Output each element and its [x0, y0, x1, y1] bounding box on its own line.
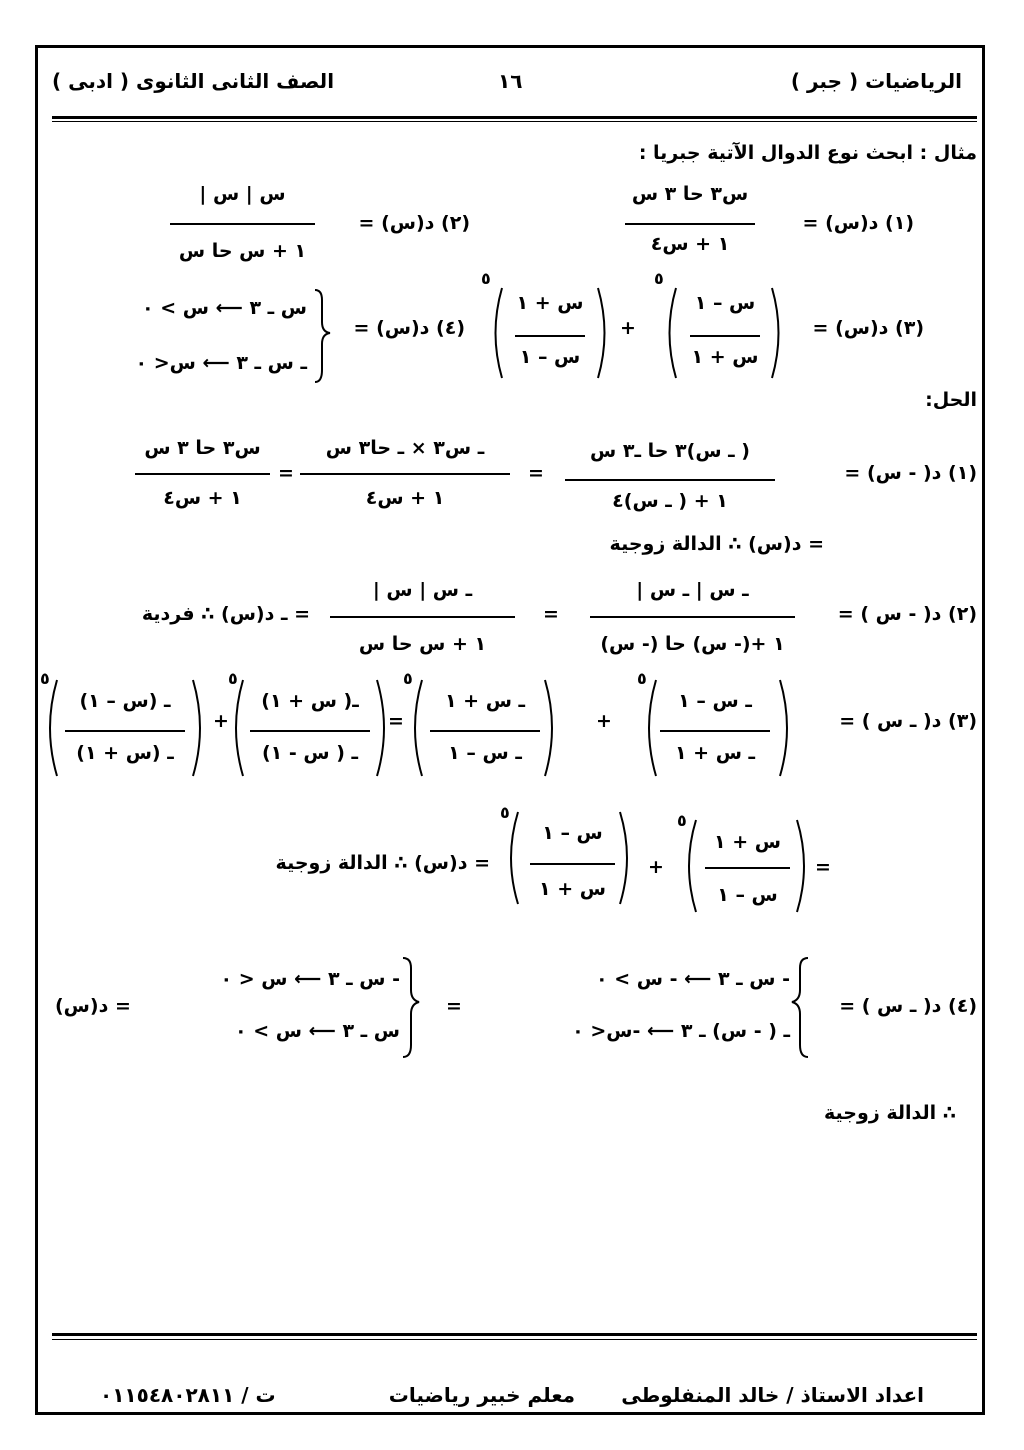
s1-equals-1: =	[528, 462, 544, 484]
s4-equals: =	[446, 995, 462, 1017]
s4-result: = د(س)	[55, 995, 131, 1017]
s3-f4-num: ـ (س – ١)	[79, 690, 171, 712]
f3-frac2-num: س + ١	[516, 292, 584, 314]
s1-frac2-num: ـ س٣ × ـ حا٣ س	[325, 437, 485, 459]
s3-line2-equals: =	[815, 856, 831, 878]
s3-line2-num2: س – ١	[542, 822, 603, 844]
s3-line2-left-paren-2	[511, 812, 518, 904]
s3-right-paren-1	[780, 680, 787, 776]
f3-left-paren-1	[670, 288, 677, 378]
s3-power-1: ٥	[637, 669, 647, 688]
s3-line2-num1: س + ١	[714, 831, 781, 853]
s3-f3-den: ـ ( س - ١)	[261, 742, 359, 764]
f4-label: (٤) د(س) =	[353, 317, 465, 339]
s3-power-3: ٥	[228, 669, 238, 688]
s3-left-paren-2	[415, 680, 422, 776]
s4-a-case-1: - س ـ ٣ ⟵ - س > ٠	[595, 968, 790, 990]
f3-right-paren-1	[772, 288, 779, 378]
f3-plus: +	[620, 317, 636, 339]
s4-label: (٤) د( ـ س ) =	[839, 995, 977, 1017]
footer-role: معلم خبير رياضيات	[388, 1383, 575, 1407]
f4-case-2: ـ س ـ ٣ ⟵ س< ٠	[135, 352, 307, 374]
s3-equals: =	[388, 710, 404, 732]
footer-author: اعداد الاستاذ / خالد المنفلوطى	[621, 1383, 924, 1407]
s3-line2-den1: س – ١	[717, 884, 778, 906]
s3-f4-den: ـ (س + ١)	[76, 742, 174, 764]
f3-frac1-den: س + ١	[691, 346, 759, 368]
f3-power-2: ٥	[481, 269, 491, 288]
f1-numerator: س٣ حا ٣ س	[631, 183, 749, 205]
s2-label: (٢) د( - س ) =	[837, 603, 977, 625]
s2-frac2-den: ١ + س حا س	[358, 633, 487, 655]
f1-label: (١) د(س) =	[802, 212, 914, 234]
s2-frac1-den: ١ +(- س) حا (- س)	[600, 633, 785, 655]
s1-equals-2: =	[278, 462, 294, 484]
s3-line2-conclusion: = د(س) ∴ الدالة زوجية	[275, 852, 490, 874]
s3-plus-2: +	[213, 710, 229, 732]
header-grade: الصف الثانى الثانوى ( ادبى )	[52, 69, 335, 93]
f4-case-1: س ـ ٣ ⟵ س > ٠	[141, 297, 307, 319]
s2-frac1-num: ـ س | ـ س |	[636, 579, 749, 601]
s1-frac2-den: ١ + س٤	[365, 487, 445, 509]
f3-left-paren-2	[496, 288, 503, 378]
example-title: مثال : ابحث نوع الدوال الآتية جبريا :	[638, 142, 977, 164]
f4-brace	[315, 290, 330, 382]
s2-equals: =	[543, 603, 559, 625]
s2-frac2-num: ـ س | س |	[372, 579, 473, 601]
s3-f1-num: ـ س – ١	[678, 690, 752, 712]
s3-line2-left-paren-1	[689, 820, 696, 912]
header-page-number: ١٦	[498, 69, 523, 93]
s4-brace-a	[792, 958, 808, 1057]
s3-power-4: ٥	[40, 669, 50, 688]
s3-line2-power-1: ٥	[677, 811, 687, 830]
f3-frac2-den: س – ١	[519, 346, 581, 368]
f2-denominator: ١ + س حا س	[178, 240, 307, 262]
s3-f3-num: ـ( س + ١)	[261, 690, 359, 712]
f2-numerator: س | س |	[199, 183, 286, 205]
s3-line2-den2: س + ١	[539, 878, 606, 900]
s4-conclusion: ∴ الدالة زوجية	[824, 1102, 956, 1124]
f3-power-1: ٥	[654, 269, 664, 288]
s3-f2-den: ـ س – ١	[448, 742, 522, 764]
f3-right-paren-2	[598, 288, 605, 378]
s1-label: (١) د( - س) =	[844, 462, 977, 484]
s3-plus-1: +	[596, 710, 612, 732]
s1-frac1-num: ( ـ س)٣ حا ـ٣ س	[590, 440, 750, 462]
s1-frac3-num: س٣ حا ٣ س	[144, 437, 261, 459]
s3-line2-right-paren-2	[620, 812, 627, 904]
s3-right-paren-3	[377, 680, 384, 776]
footer-phone: ت / ٠١١٥٤٨٠٢٨١١	[100, 1383, 276, 1407]
s3-f2-num: ـ س + ١	[444, 690, 526, 712]
s3-label: (٣) د( ـ س ) =	[839, 710, 977, 732]
s4-b-case-2: س ـ ٣ ⟵ س > ٠	[234, 1020, 400, 1042]
s3-left-paren-4	[50, 680, 57, 776]
s4-b-case-1: - س ـ ٣ ⟵ س < ٠	[220, 968, 400, 990]
s3-line2-power-2: ٥	[500, 803, 510, 822]
s4-a-case-2: ـ ( - س) ـ ٣ ⟵ -س< ٠	[572, 1020, 790, 1042]
s3-line2-right-paren-1	[797, 820, 804, 912]
header-subject: الرياضيات ( جبر )	[790, 69, 962, 93]
s3-right-paren-2	[545, 680, 552, 776]
s3-left-paren-3	[236, 680, 243, 776]
s3-left-paren-1	[649, 680, 656, 776]
s3-right-paren-4	[193, 680, 200, 776]
f1-denominator: ١ + س٤	[650, 233, 730, 255]
f3-frac1-num: س – ١	[694, 292, 756, 314]
s1-conclusion: = د(س) ∴ الدالة زوجية	[609, 533, 824, 555]
s3-line2-plus: +	[648, 856, 664, 878]
s3-f1-den: ـ س + ١	[674, 742, 756, 764]
s2-conclusion: = ـ د(س) ∴ فردية	[141, 603, 310, 625]
solution-title: الحل:	[925, 389, 977, 411]
f2-label: (٢) د(س) =	[358, 212, 470, 234]
s1-frac3-den: ١ + س٤	[163, 487, 242, 509]
s4-brace-b	[403, 958, 419, 1057]
s1-frac1-den: ١ + ( ـ س)٤	[612, 490, 728, 512]
f3-label: (٣) د(س) =	[812, 317, 924, 339]
s3-power-2: ٥	[403, 669, 413, 688]
